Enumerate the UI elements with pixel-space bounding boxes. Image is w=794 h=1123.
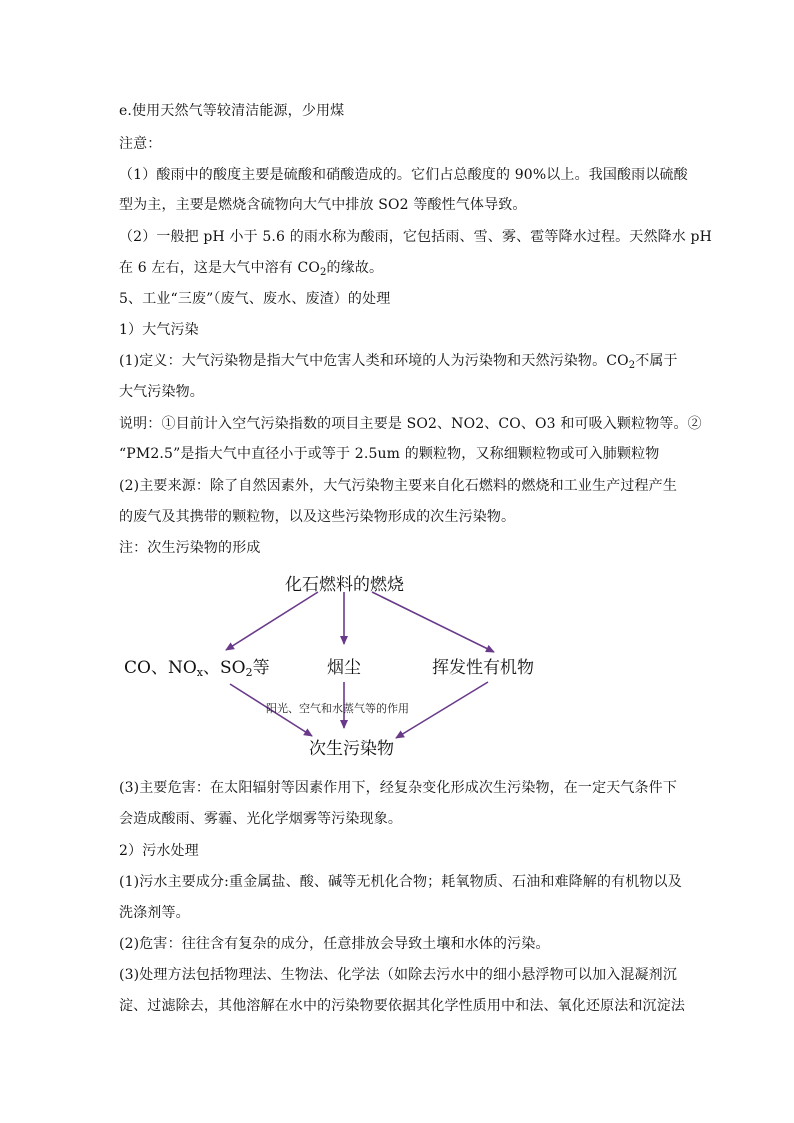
diagram-node-secondary-pollutant: 次生污染物 xyxy=(309,739,394,759)
paragraph-note-heading: 注意： xyxy=(119,136,162,152)
paragraph-sewage-composition-b: 洗涤剂等。 xyxy=(119,905,190,921)
arrow-right-to-result xyxy=(396,682,488,738)
subsection-heading-sewage: 2）污水处理 xyxy=(119,843,199,859)
paragraph-explanation-b: “PM2.5”是指大气中直径小于或等于 2.5um 的颗粒物，又称细颗粒物或可入肺颗粒物 xyxy=(119,446,660,462)
secondary-pollutant-diagram xyxy=(0,560,794,780)
paragraph-acid-rain-1a: （1）酸雨中的酸度主要是硫酸和硝酸造成的。它们占总酸度的 90%以上。我国酸雨以硫酸 xyxy=(119,167,688,183)
paragraph-sewage-hazard: (2)危害：往往含有复杂的成分，任意排放会导致土壤和水体的污染。 xyxy=(119,936,550,952)
paragraph-hazards-a: (3)主要危害：在太阳辐射等因素作用下，经复杂变化形成次生污染物，在一定天气条件下 xyxy=(119,780,677,796)
paragraph-sources-b: 的废气及其携带的颗粒物，以及这些污染物形成的次生污染物。 xyxy=(119,509,516,525)
diagram-node-smoke-dust: 烟尘 xyxy=(327,658,361,678)
diagram-condition-label: 阳光、空气和水蒸气等的作用 xyxy=(266,702,409,715)
paragraph-clean-energy: e.使用天然气等较清洁能源，少用煤 xyxy=(119,103,345,119)
paragraph-hazards-b: 会造成酸雨、雾霾、光化学烟雾等污染现象。 xyxy=(119,811,402,827)
arrow-source-to-left xyxy=(226,592,318,650)
paragraph-diagram-caption: 注：次生污染物的形成 xyxy=(119,540,261,556)
diagram-node-gases: CO、$NO_x$、$SO_2$等 xyxy=(124,658,270,679)
paragraph-acid-rain-2a: （2）一般把 pH 小于 5.6 的雨水称为酸雨，它包括雨、雪、雾、雹等降水过程。天然降水 pH xyxy=(119,229,712,245)
paragraph-treatment-a: (3)处理方法包括物理法、生物法、化学法（如除去污水中的细小悬浮物可以加入混凝剂沉 xyxy=(119,967,677,983)
paragraph-treatment-b: 淀、过滤除去，其他溶解在水中的污染物要依据其化学性质用中和法、氧化还原法和沉淀法 xyxy=(119,998,685,1014)
arrow-source-to-right xyxy=(372,592,494,652)
paragraph-definition-b: 大气污染物。 xyxy=(119,384,204,400)
paragraph-sources-a: (2)主要来源：除了自然因素外，大气污染物主要来自化石燃料的燃烧和工业生产过程产生 xyxy=(119,478,677,494)
paragraph-acid-rain-2b: 在 6 左右，这是大气中溶有 $CO_2$的缘故。 xyxy=(119,260,384,278)
paragraph-definition-a: (1)定义：大气污染物是指大气中危害人类和环境的人为污染物和天然污染物。$CO_2$不属于 xyxy=(119,353,678,371)
paragraph-acid-rain-1b: 型为主，主要是燃烧含硫物向大气中排放 SO2 等酸性气体导致。 xyxy=(119,197,527,213)
diagram-node-volatile-organics: 挥发性有机物 xyxy=(432,658,534,678)
diagram-node-fossil-fuel: 化石燃料的燃烧 xyxy=(285,575,404,595)
paragraph-explanation-a: 说明：①目前计入空气污染指数的项目主要是 SO2、NO2、CO、O3 和可吸入颗粒物等。② xyxy=(119,416,702,432)
paragraph-sewage-composition-a: (1)污水主要成分:重金属盐、酸、碱等无机化合物；耗氧物质、石油和难降解的有机物以及 xyxy=(119,874,682,890)
subsection-heading-air-pollution: 1）大气污染 xyxy=(119,322,199,338)
section-heading-three-wastes: 5、工业“三废”（废气、废水、废渣）的处理 xyxy=(119,291,391,307)
